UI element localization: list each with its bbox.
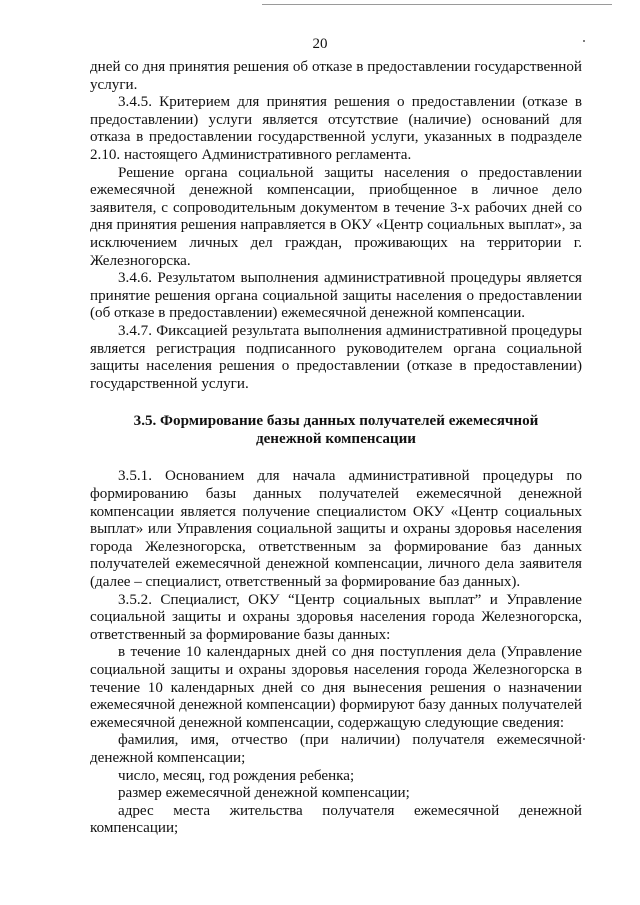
section-heading-line: 3.5. Формирование базы данных получателей ежемесячной: [133, 413, 539, 430]
list-item: число, месяц, год рождения ребенка;: [118, 767, 355, 784]
list-item: фамилия, имя, отчество (при наличии) получателя ежемесячной денежной компенсации;: [90, 732, 582, 766]
section-heading: [90, 413, 582, 448]
paragraph: 3.4.5. Критерием для принятия решения о предоставлении (отказе в предоставлении) услуги является отсутствие (наличие) оснований для отказа в предоставлении государственной услуги, указанных в подразделе 2.10. настоящего Административного регламента.: [90, 94, 582, 163]
paragraph: Решение органа социальной защиты населения о предоставлении ежемесячной денежной компенсации, приобщенное в личное дело заявителя, с сопроводительным документом в течение 3-х рабочих дней со дня принятия решения направляется в ОКУ «Центр социальных выплат», за исключением личных дел граждан, проживающих на территории г. Железногорска.: [90, 164, 582, 269]
paragraph: 3.5.2. Специалист, ОКУ “Центр социальных выплат” и Управление социальной защиты и охраны здоровья населения города Железногорска, ответственный за формирование базы данных:: [90, 591, 582, 643]
paragraph: в течение 10 календарных дней со дня поступления дела (Управление социальной защиты и охраны здоровья населения города Железногорска в течение 10 календарных дней со дня вынесения решения о назначении ежемесячной денежной компенсации) формируют базу данных получателей ежемесячной денежной компенсации, содержащую следующие сведения:: [90, 644, 582, 731]
scan-speck: [583, 738, 585, 740]
section-heading-line: денежной компенсации: [255, 430, 417, 447]
page-number: 20: [312, 36, 328, 52]
list-item: адрес места жительства получателя ежемесячной денежной компенсации;: [90, 802, 582, 837]
scan-top-edge-line: [262, 4, 612, 5]
paragraph: 3.4.7. Фиксацией результата выполнения административной процедуры является регистрация подписанного руководителем органа социальной защиты населения решения о предоставлении (отказе в предоставлении) государственной услуги.: [90, 322, 582, 392]
document-body: [90, 59, 582, 838]
list-item: размер ежемесячной денежной компенсации;: [118, 785, 410, 802]
paragraph: дней со дня принятия решения об отказе в предоставлении государственной услуги.: [90, 59, 582, 93]
paragraph: 3.5.1. Основанием для начала административной процедуры по формированию базы данных получателей ежемесячной денежной компенсации является получение специалистом ОКУ «Центр социальных выплат» или Управления социальной защиты и охраны здоровья населения города Железногорска, ответственным за формирование баз данных получателей ежемесячной денежной компенсации, личного дела заявителя (далее – специалист, ответственный за формирование баз данных).: [90, 468, 582, 591]
paragraph: 3.4.6. Результатом выполнения административной процедуры является принятие решения органа социальной защиты населения о предоставлении (об отказе в предоставлении) ежемесячной денежной компенсации.: [90, 270, 582, 322]
